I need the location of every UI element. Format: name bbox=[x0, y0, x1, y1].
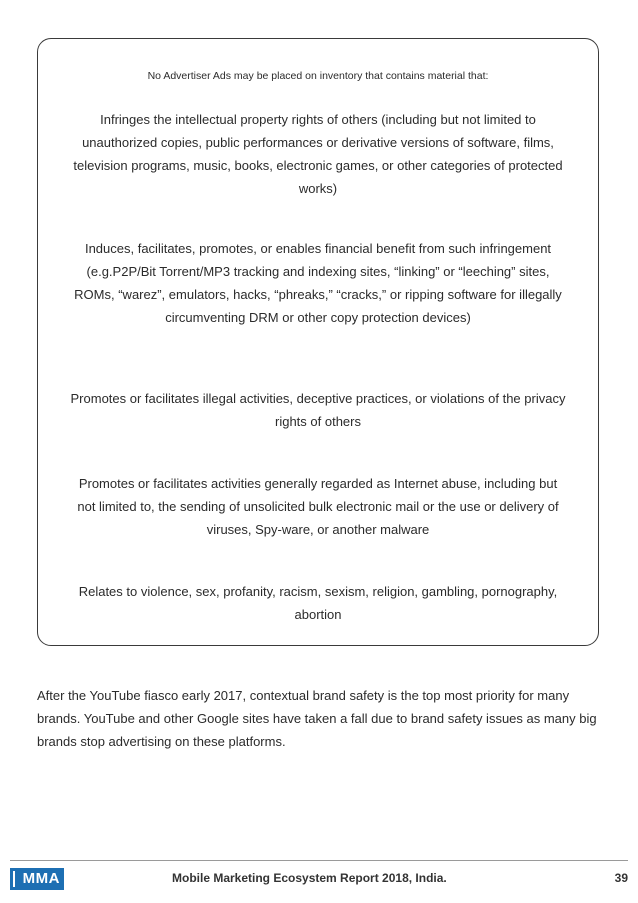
policy-item-internet-abuse: Promotes or facilitates activities generally regarded as Internet abuse, including but not limited to, the sending of unsolicited bulk electronic mail or the use or delivery of viruses, Spy-ware, or another malware bbox=[77, 476, 559, 537]
mma-logo bbox=[10, 868, 64, 890]
logo-text: MMA bbox=[22, 870, 60, 887]
logo-mark-icon bbox=[13, 871, 19, 887]
policy-box bbox=[37, 38, 599, 646]
body-paragraph: After the YouTube fiasco early 2017, contextual brand safety is the top most priority for many brands. YouTube and other Google sites have taken a fall due to brand safety issues as many big brands stop advertising on these platforms. bbox=[37, 688, 597, 749]
policy-item-sensitive-content: Relates to violence, sex, profanity, racism, sexism, religion, gambling, pornography, abortion bbox=[78, 584, 558, 622]
policy-item-illegal-activities: Promotes or facilitates illegal activities, deceptive practices, or violations of the privacy rights of others bbox=[70, 391, 566, 429]
footer-divider bbox=[10, 860, 628, 861]
policy-intro: No Advertiser Ads may be placed on inventory that contains material that: bbox=[147, 70, 489, 82]
footer-report-title: Mobile Marketing Ecosystem Report 2018, India. bbox=[172, 871, 447, 885]
page-number: 39 bbox=[614, 871, 628, 885]
policy-item-ip-infringement: Infringes the intellectual property rights of others (including but not limited to unauthorized copies, public performances or derivative versions of software, films, television programs, music, books, electronic games, or other categories of protected works) bbox=[73, 112, 563, 196]
policy-item-piracy-facilitation: Induces, facilitates, promotes, or enables financial benefit from such infringement (e.g.P2P/Bit Torrent/MP3 tracking and indexing sites, “linking” or “leeching” sites, ROMs, “warez”, emulators, hacks, “phreaks,” “cracks,” or ripping software for illegally circumventing DRM or other copy protection devices) bbox=[74, 241, 562, 325]
